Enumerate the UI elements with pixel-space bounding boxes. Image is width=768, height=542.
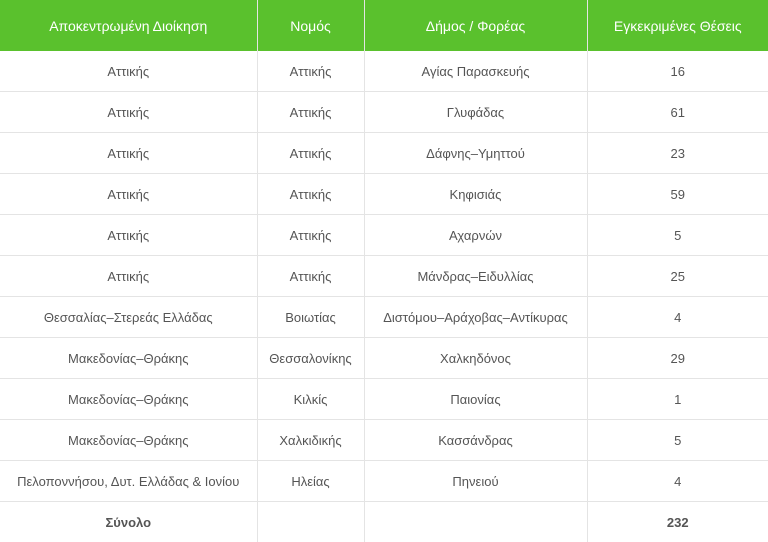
cell-administration: Πελοποννήσου, Δυτ. Ελλάδας & Ιονίου [0, 461, 257, 502]
cell-administration: Θεσσαλίας–Στερεάς Ελλάδας [0, 297, 257, 338]
table-row [0, 461, 768, 502]
table-row [0, 420, 768, 461]
cell-positions: 25 [587, 256, 768, 297]
cell-municipality: Διστόμου–Αράχοβας–Αντίκυρας [364, 297, 587, 338]
total-empty-cell [257, 502, 364, 542]
cell-positions: 4 [587, 461, 768, 502]
table-row [0, 256, 768, 297]
cell-municipality: Παιονίας [364, 379, 587, 420]
table-row [0, 379, 768, 420]
cell-positions: 29 [587, 338, 768, 379]
cell-administration: Αττικής [0, 256, 257, 297]
header-municipality: Δήμος / Φορέας [364, 0, 587, 51]
cell-municipality: Δάφνης–Υμηττού [364, 133, 587, 174]
cell-prefecture: Αττικής [257, 256, 364, 297]
table-row [0, 133, 768, 174]
cell-prefecture: Αττικής [257, 133, 364, 174]
cell-prefecture: Ηλείας [257, 461, 364, 502]
cell-municipality: Αχαρνών [364, 215, 587, 256]
cell-municipality: Κασσάνδρας [364, 420, 587, 461]
cell-administration: Μακεδονίας–Θράκης [0, 338, 257, 379]
cell-positions: 59 [587, 174, 768, 215]
cell-positions: 1 [587, 379, 768, 420]
cell-prefecture: Αττικής [257, 215, 364, 256]
table-row [0, 174, 768, 215]
cell-administration: Αττικής [0, 92, 257, 133]
cell-administration: Μακεδονίας–Θράκης [0, 420, 257, 461]
cell-administration: Αττικής [0, 215, 257, 256]
cell-municipality: Μάνδρας–Ειδυλλίας [364, 256, 587, 297]
header-approved-positions: Εγκεκριμένες Θέσεις [587, 0, 768, 51]
cell-municipality: Χαλκηδόνος [364, 338, 587, 379]
cell-prefecture: Αττικής [257, 51, 364, 92]
cell-municipality: Κηφισιάς [364, 174, 587, 215]
table-row [0, 338, 768, 379]
cell-municipality: Γλυφάδας [364, 92, 587, 133]
cell-positions: 23 [587, 133, 768, 174]
cell-positions: 16 [587, 51, 768, 92]
cell-administration: Μακεδονίας–Θράκης [0, 379, 257, 420]
table-row [0, 297, 768, 338]
total-row [0, 502, 768, 542]
total-value: 232 [587, 502, 768, 542]
total-label: Σύνολο [0, 502, 257, 542]
cell-administration: Αττικής [0, 51, 257, 92]
cell-prefecture: Χαλκιδικής [257, 420, 364, 461]
cell-prefecture: Αττικής [257, 92, 364, 133]
cell-prefecture: Βοιωτίας [257, 297, 364, 338]
table-row [0, 215, 768, 256]
cell-administration: Αττικής [0, 174, 257, 215]
table-row [0, 92, 768, 133]
cell-municipality: Αγίας Παρασκευής [364, 51, 587, 92]
table-body [0, 51, 768, 542]
cell-positions: 61 [587, 92, 768, 133]
table-row [0, 51, 768, 92]
cell-positions: 5 [587, 215, 768, 256]
table-header [0, 0, 768, 51]
cell-prefecture: Αττικής [257, 174, 364, 215]
header-prefecture: Νομός [257, 0, 364, 51]
header-decentralized-administration: Αποκεντρωμένη Διοίκηση [0, 0, 257, 51]
header-row [0, 0, 768, 51]
total-empty-cell [364, 502, 587, 542]
cell-administration: Αττικής [0, 133, 257, 174]
cell-municipality: Πηνειού [364, 461, 587, 502]
cell-prefecture: Θεσσαλονίκης [257, 338, 364, 379]
cell-positions: 4 [587, 297, 768, 338]
cell-positions: 5 [587, 420, 768, 461]
cell-prefecture: Κιλκίς [257, 379, 364, 420]
